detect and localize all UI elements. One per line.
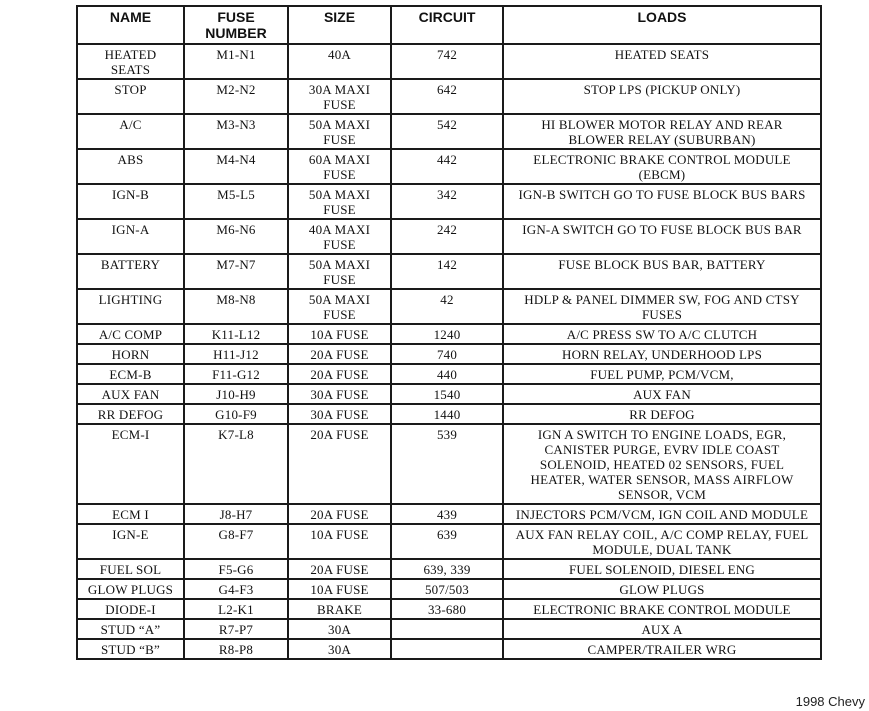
cell-fuse-number-text: J8-H7	[219, 507, 253, 522]
table-row	[77, 219, 821, 254]
cell-loads	[503, 364, 821, 384]
cell-fuse-number	[184, 289, 288, 324]
cell-fuse-number	[184, 504, 288, 524]
cell-size-text: 20A FUSE	[310, 507, 369, 522]
cell-name	[77, 149, 184, 184]
cell-name-text: IGN-B	[111, 187, 150, 202]
cell-loads	[503, 504, 821, 524]
cell-loads	[503, 639, 821, 659]
cell-fuse-number	[184, 344, 288, 364]
cell-loads	[503, 404, 821, 424]
cell-circuit-text: 507/503	[424, 582, 469, 597]
cell-name-text: HEATED SEATS	[104, 47, 157, 77]
cell-loads	[503, 384, 821, 404]
cell-fuse-number-text: K7-L8	[218, 427, 254, 442]
cell-name-text: STUD “B”	[100, 642, 160, 657]
cell-loads	[503, 149, 821, 184]
cell-name	[77, 619, 184, 639]
cell-fuse-number-text: M6-N6	[216, 222, 256, 237]
cell-size-text: 10A FUSE	[310, 327, 369, 342]
cell-circuit	[391, 44, 503, 79]
cell-loads-text: ELECTRONIC BRAKE CONTROL MODULE	[533, 602, 791, 617]
cell-circuit	[391, 384, 503, 404]
cell-loads-text: IGN-B SWITCH GO TO FUSE BLOCK BUS BARS	[518, 187, 806, 202]
cell-circuit	[391, 639, 503, 659]
cell-loads-text: STOP LPS (PICKUP ONLY)	[583, 82, 741, 97]
cell-loads	[503, 599, 821, 619]
table-row	[77, 344, 821, 364]
cell-name-text: RR DEFOG	[97, 407, 164, 422]
cell-size	[288, 559, 391, 579]
cell-name-text: ABS	[117, 152, 144, 167]
cell-name	[77, 599, 184, 619]
cell-size	[288, 254, 391, 289]
cell-fuse-number-text: J10-H9	[216, 387, 256, 402]
cell-loads-text: ELECTRONIC BRAKE CONTROL MODULE (EBCM)	[533, 152, 791, 182]
cell-size-text: 10A FUSE	[310, 582, 369, 597]
cell-loads	[503, 324, 821, 344]
header-size: SIZE	[288, 6, 391, 44]
cell-loads-text: CAMPER/TRAILER WRG	[587, 642, 737, 657]
cell-loads-text: HI BLOWER MOTOR RELAY AND REAR BLOWER RELAY (SUBURBAN)	[541, 117, 783, 147]
table-row	[77, 254, 821, 289]
cell-circuit-text: 142	[436, 257, 458, 272]
cell-size	[288, 599, 391, 619]
cell-name-text: DIODE-I	[105, 602, 156, 617]
cell-circuit	[391, 219, 503, 254]
cell-loads-text: GLOW PLUGS	[619, 582, 705, 597]
cell-size	[288, 384, 391, 404]
table-header-row	[77, 6, 821, 44]
cell-circuit	[391, 254, 503, 289]
cell-circuit	[391, 404, 503, 424]
table-body	[77, 44, 821, 659]
cell-loads	[503, 619, 821, 639]
table-row	[77, 524, 821, 559]
cell-name	[77, 364, 184, 384]
cell-name-text: LIGHTING	[98, 292, 163, 307]
cell-name-text: HORN	[111, 347, 150, 362]
cell-loads-text: AUX FAN	[633, 387, 691, 402]
header-name: NAME	[77, 6, 184, 44]
cell-loads-text: RR DEFOG	[629, 407, 695, 422]
cell-circuit	[391, 149, 503, 184]
cell-size-text: 40A	[328, 47, 351, 62]
cell-name	[77, 254, 184, 289]
cell-circuit	[391, 559, 503, 579]
cell-loads-text: AUX A	[641, 622, 683, 637]
cell-loads	[503, 254, 821, 289]
cell-size-text: 20A FUSE	[310, 367, 369, 382]
cell-name	[77, 114, 184, 149]
cell-name-text: AUX FAN	[101, 387, 160, 402]
cell-name	[77, 579, 184, 599]
cell-circuit	[391, 364, 503, 384]
cell-name-text: IGN-E	[112, 527, 149, 542]
table-row	[77, 404, 821, 424]
cell-fuse-number	[184, 79, 288, 114]
fuse-table	[76, 5, 822, 660]
cell-loads-text: HDLP & PANEL DIMMER SW, FOG AND CTSY FUSES	[524, 292, 800, 322]
cell-circuit	[391, 619, 503, 639]
cell-size-text: 40A MAXI FUSE	[308, 222, 371, 252]
cell-size-text: 60A MAXI FUSE	[308, 152, 371, 182]
table-row	[77, 579, 821, 599]
cell-name	[77, 184, 184, 219]
cell-size-text: 30A	[328, 622, 351, 637]
table-row	[77, 149, 821, 184]
cell-size	[288, 579, 391, 599]
cell-name	[77, 404, 184, 424]
table-row	[77, 599, 821, 619]
table-row	[77, 504, 821, 524]
cell-fuse-number	[184, 404, 288, 424]
cell-circuit-text: 1540	[433, 387, 461, 402]
cell-size-text: BRAKE	[316, 602, 363, 617]
cell-circuit	[391, 289, 503, 324]
cell-loads	[503, 44, 821, 79]
cell-loads	[503, 219, 821, 254]
cell-name-text: A/C COMP	[98, 327, 163, 342]
cell-name-text: STUD “A”	[100, 622, 161, 637]
cell-fuse-number	[184, 184, 288, 219]
cell-name	[77, 559, 184, 579]
cell-loads-text: FUSE BLOCK BUS BAR, BATTERY	[558, 257, 766, 272]
cell-name-text: GLOW PLUGS	[87, 582, 174, 597]
cell-size-text: 20A FUSE	[310, 562, 369, 577]
cell-name-text: BATTERY	[100, 257, 161, 272]
cell-fuse-number	[184, 424, 288, 504]
cell-size	[288, 364, 391, 384]
table-row	[77, 114, 821, 149]
cell-name-text: ECM-I	[111, 427, 150, 442]
cell-name	[77, 324, 184, 344]
cell-fuse-number	[184, 599, 288, 619]
cell-loads-text: HEATED SEATS	[614, 47, 710, 62]
cell-size	[288, 184, 391, 219]
cell-loads	[503, 524, 821, 559]
cell-loads-text: IGN-A SWITCH GO TO FUSE BLOCK BUS BAR	[522, 222, 802, 237]
cell-fuse-number	[184, 44, 288, 79]
cell-size	[288, 114, 391, 149]
cell-size	[288, 639, 391, 659]
table-row	[77, 79, 821, 114]
cell-size-text: 30A FUSE	[310, 387, 369, 402]
cell-fuse-number	[184, 219, 288, 254]
cell-size-text: 30A MAXI FUSE	[308, 82, 371, 112]
cell-name-text: STOP	[114, 82, 147, 97]
cell-size-text: 10A FUSE	[310, 527, 369, 542]
cell-circuit	[391, 324, 503, 344]
cell-circuit	[391, 424, 503, 504]
cell-circuit-text: 442	[436, 152, 458, 167]
cell-loads-text: INJECTORS PCM/VCM, IGN COIL AND MODULE	[515, 507, 809, 522]
caption: 1998 Chevy	[795, 694, 865, 709]
cell-size	[288, 524, 391, 559]
cell-fuse-number	[184, 384, 288, 404]
cell-circuit-text: 1440	[433, 407, 461, 422]
cell-name	[77, 639, 184, 659]
cell-fuse-number-text: G4-F3	[218, 582, 254, 597]
cell-circuit-text: 33-680	[427, 602, 467, 617]
cell-name	[77, 219, 184, 254]
cell-name	[77, 384, 184, 404]
cell-circuit	[391, 344, 503, 364]
cell-fuse-number-text: H11-J12	[213, 347, 259, 362]
cell-fuse-number-text: M5-L5	[217, 187, 255, 202]
cell-loads	[503, 559, 821, 579]
cell-size-text: 20A FUSE	[310, 347, 369, 362]
cell-circuit-text: 740	[436, 347, 458, 362]
table-row	[77, 289, 821, 324]
cell-fuse-number-text: M4-N4	[216, 152, 256, 167]
cell-loads	[503, 114, 821, 149]
cell-loads-text: FUEL PUMP, PCM/VCM,	[590, 367, 734, 382]
cell-name-text: A/C	[119, 117, 142, 132]
cell-fuse-number	[184, 149, 288, 184]
cell-fuse-number-text: R8-P8	[218, 642, 254, 657]
cell-fuse-number-text: K11-L12	[211, 327, 261, 342]
cell-circuit	[391, 114, 503, 149]
cell-fuse-number-text: M2-N2	[216, 82, 256, 97]
cell-name	[77, 79, 184, 114]
cell-name	[77, 524, 184, 559]
header-circuit: CIRCUIT	[391, 6, 503, 44]
cell-name-text: IGN-A	[111, 222, 150, 237]
cell-fuse-number-text: M1-N1	[216, 47, 256, 62]
cell-circuit-text: 642	[436, 82, 458, 97]
cell-name	[77, 504, 184, 524]
cell-size	[288, 424, 391, 504]
cell-fuse-number-text: G10-F9	[215, 407, 257, 422]
cell-loads	[503, 184, 821, 219]
table-row	[77, 364, 821, 384]
cell-circuit-text: 439	[436, 507, 458, 522]
cell-name-text: ECM-B	[109, 367, 152, 382]
cell-fuse-number-text: G8-F7	[218, 527, 254, 542]
cell-size	[288, 149, 391, 184]
cell-size	[288, 219, 391, 254]
cell-circuit	[391, 184, 503, 219]
cell-circuit-text: 639, 339	[423, 562, 471, 577]
cell-fuse-number	[184, 114, 288, 149]
cell-circuit-text: 639	[436, 527, 458, 542]
cell-fuse-number-text: R7-P7	[218, 622, 254, 637]
cell-loads-text: HORN RELAY, UNDERHOOD LPS	[561, 347, 763, 362]
cell-fuse-number-text: F11-G12	[212, 367, 260, 382]
cell-fuse-number	[184, 559, 288, 579]
table-row	[77, 184, 821, 219]
cell-fuse-number	[184, 364, 288, 384]
cell-circuit	[391, 79, 503, 114]
cell-circuit-text: 542	[436, 117, 458, 132]
cell-size	[288, 44, 391, 79]
cell-size	[288, 404, 391, 424]
header-loads: LOADS	[503, 6, 821, 44]
cell-size-text: 30A	[328, 642, 351, 657]
table-row	[77, 619, 821, 639]
cell-name	[77, 44, 184, 79]
cell-fuse-number	[184, 639, 288, 659]
cell-size-text: 20A FUSE	[310, 427, 369, 442]
cell-size	[288, 344, 391, 364]
cell-fuse-number-text: M3-N3	[216, 117, 256, 132]
cell-size	[288, 324, 391, 344]
cell-fuse-number	[184, 524, 288, 559]
cell-fuse-number-text: M8-N8	[216, 292, 256, 307]
cell-circuit-text: 440	[436, 367, 458, 382]
cell-loads-text: FUEL SOLENOID, DIESEL ENG	[568, 562, 756, 577]
cell-size	[288, 504, 391, 524]
cell-size	[288, 289, 391, 324]
cell-size-text: 50A MAXI FUSE	[308, 292, 371, 322]
cell-circuit	[391, 524, 503, 559]
header-fuse-number-line1: FUSE	[217, 9, 255, 25]
cell-loads-text: AUX FAN RELAY COIL, A/C COMP RELAY, FUEL MODULE, DUAL TANK	[515, 527, 809, 557]
table-row	[77, 424, 821, 504]
cell-name	[77, 424, 184, 504]
table-row	[77, 384, 821, 404]
table-row	[77, 639, 821, 659]
cell-size-text: 30A FUSE	[310, 407, 369, 422]
cell-circuit-text: 342	[436, 187, 458, 202]
cell-circuit	[391, 504, 503, 524]
cell-size-text: 50A MAXI FUSE	[308, 117, 371, 147]
cell-loads	[503, 289, 821, 324]
cell-size	[288, 619, 391, 639]
cell-circuit-text: 1240	[433, 327, 461, 342]
cell-loads-text: IGN A SWITCH TO ENGINE LOADS, EGR, CANISTER PURGE, EVRV IDLE COAST SOLENOID, HEATED 02 SENSORS, FUEL HEATER, WATER SENSOR, MASS AIRFLOW SENSOR, VCM	[530, 427, 794, 502]
cell-fuse-number	[184, 579, 288, 599]
cell-fuse-number	[184, 324, 288, 344]
table-row	[77, 324, 821, 344]
cell-circuit	[391, 599, 503, 619]
cell-loads	[503, 579, 821, 599]
cell-size	[288, 79, 391, 114]
cell-fuse-number-text: F5-G6	[218, 562, 254, 577]
cell-name	[77, 289, 184, 324]
cell-fuse-number-text: M7-N7	[216, 257, 256, 272]
cell-name	[77, 344, 184, 364]
cell-loads	[503, 79, 821, 114]
cell-circuit-text: 742	[436, 47, 458, 62]
cell-loads	[503, 344, 821, 364]
cell-circuit-text: 242	[436, 222, 458, 237]
cell-circuit	[391, 579, 503, 599]
header-fuse-number-line2: NUMBER	[205, 25, 267, 41]
cell-loads	[503, 424, 821, 504]
cell-fuse-number-text: L2-K1	[218, 602, 254, 617]
header-fuse-number	[184, 6, 288, 44]
table-row	[77, 44, 821, 79]
cell-size-text: 50A MAXI FUSE	[308, 187, 371, 217]
cell-size-text: 50A MAXI FUSE	[308, 257, 371, 287]
cell-name-text: FUEL SOL	[99, 562, 162, 577]
table-row	[77, 559, 821, 579]
cell-loads-text: A/C PRESS SW TO A/C CLUTCH	[566, 327, 758, 342]
cell-circuit-text: 42	[440, 292, 454, 307]
cell-name-text: ECM I	[112, 507, 149, 522]
cell-fuse-number	[184, 619, 288, 639]
cell-circuit-text: 539	[436, 427, 458, 442]
cell-fuse-number	[184, 254, 288, 289]
